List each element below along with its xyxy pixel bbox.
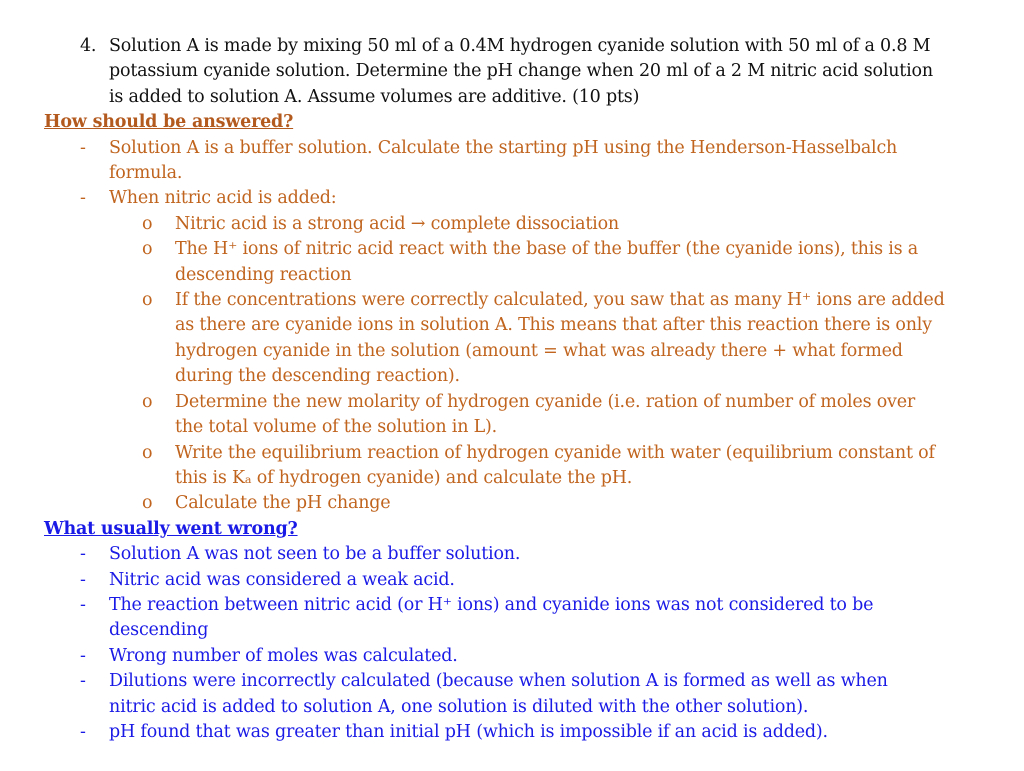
sub-item-cont: this is Kₐ of hydrogen cyanide) and calculate the pH.: [175, 467, 633, 488]
question-4: [0, 34, 1024, 110]
list-item-cont: nitric acid is added to solution A, one solution is diluted with the other solution).: [109, 696, 809, 717]
dash-bullet: -: [80, 137, 86, 158]
dash-bullet: -: [80, 544, 86, 565]
circle-bullet-icon: o: [142, 493, 153, 514]
question-line: Solution A is made by mixing 50 ml of a 0.4M hydrogen cyanide solution with 50 ml of a 0.8 M: [109, 36, 931, 56]
dash-bullet: -: [80, 188, 86, 209]
question-line: is added to solution A. Assume volumes are additive. (10 pts): [109, 86, 640, 107]
circle-bullet-icon: o: [142, 442, 153, 463]
circle-bullet-icon: o: [142, 290, 153, 311]
list-item: pH found that was greater than initial pH (which is impossible if an acid is added).: [109, 721, 828, 742]
dash-bullet: -: [80, 569, 86, 590]
answer-guide: [0, 110, 1024, 517]
sub-item-cont: the total volume of the solution in L).: [175, 417, 498, 438]
list-item: Nitric acid was considered a weak acid.: [109, 569, 455, 590]
list-item-cont: formula.: [109, 163, 183, 184]
dash-bullet: -: [80, 671, 86, 692]
circle-bullet-icon: o: [142, 391, 153, 412]
dash-bullet: -: [80, 594, 86, 615]
circle-bullet-icon: o: [142, 213, 153, 234]
sub-item-cont: as there are cyanide ions in solution A. This means that after this reaction there is only: [175, 315, 932, 336]
sub-item-cont: hydrogen cyanide in the solution (amount = what was already there + what formed: [175, 340, 903, 361]
list-item: When nitric acid is added:: [109, 188, 337, 209]
sub-item: Calculate the pH change: [175, 493, 391, 514]
question-line: potassium cyanide solution. Determine the pH change when 20 ml of a 2 M nitric acid solution: [109, 61, 933, 82]
list-item: Wrong number of moles was calculated.: [109, 645, 458, 666]
list-item-cont: descending: [109, 620, 209, 641]
list-item: Dilutions were incorrectly calculated (because when solution A is formed as well as when: [109, 671, 888, 692]
sub-item-cont: descending reaction: [175, 264, 352, 285]
list-item: The reaction between nitric acid (or H⁺ ions) and cyanide ions was not considered to be: [109, 594, 874, 615]
dash-bullet: -: [80, 645, 86, 666]
document: [0, 34, 1024, 745]
list-item: Solution A was not seen to be a buffer solution.: [109, 544, 521, 565]
dash-bullet: -: [80, 721, 86, 742]
sub-item: If the concentrations were correctly calculated, you saw that as many H⁺ ions are added: [175, 290, 945, 311]
sub-item: The H⁺ ions of nitric acid react with the base of the buffer (the cyanide ions), this is a: [175, 239, 919, 260]
list-item: Solution A is a buffer solution. Calculate the starting pH using the Henderson-Hasselbalch: [109, 137, 898, 158]
sub-item: Nitric acid is a strong acid → complete dissociation: [175, 213, 619, 234]
question-number: 4.: [80, 36, 97, 56]
sub-item: Determine the new molarity of hydrogen cyanide (i.e. ration of number of moles over: [175, 391, 916, 412]
sub-item-cont: during the descending reaction).: [175, 366, 460, 387]
circle-bullet-icon: o: [142, 239, 153, 260]
sub-item: Write the equilibrium reaction of hydrogen cyanide with water (equilibrium constant of: [175, 442, 935, 463]
common-mistakes: [0, 517, 1024, 746]
answer-heading: How should be answered?: [44, 112, 294, 133]
mistakes-heading: What usually went wrong?: [44, 518, 298, 539]
